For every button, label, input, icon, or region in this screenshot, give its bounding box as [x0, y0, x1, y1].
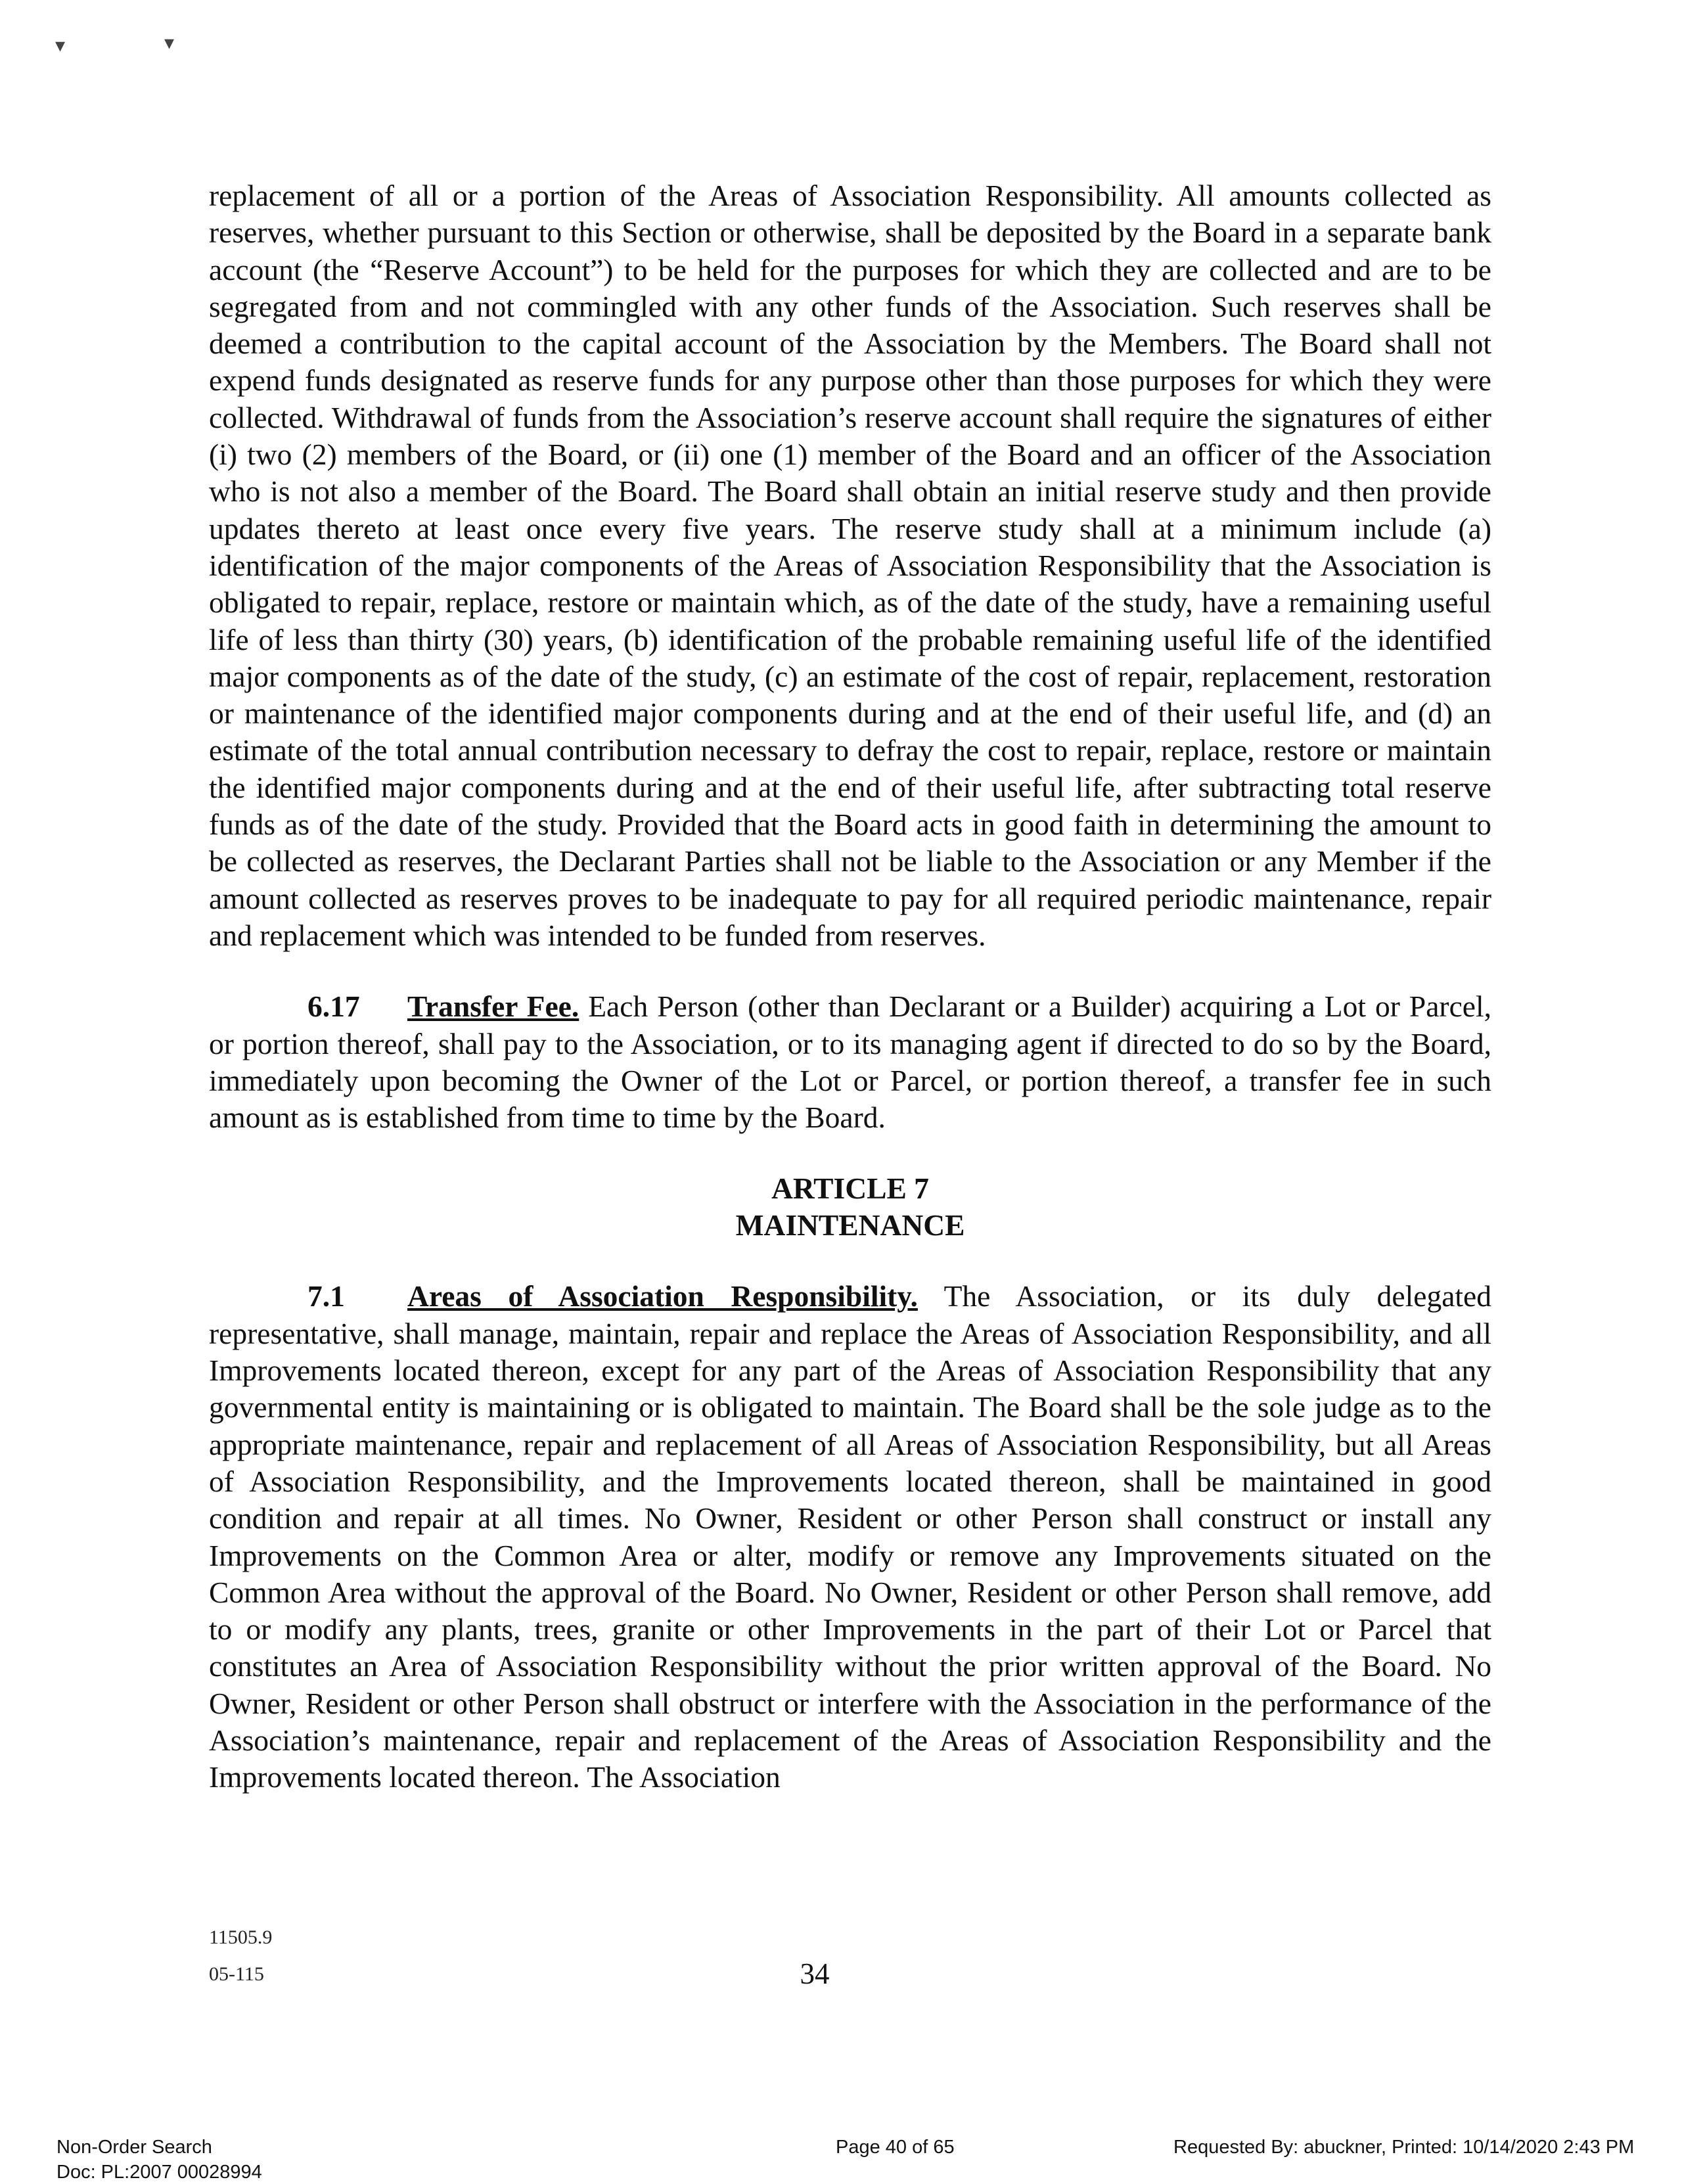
- scan-speck: ▾: [164, 32, 175, 54]
- document-code: 11505.9: [209, 1926, 273, 1948]
- article-heading: [209, 1170, 1491, 1244]
- search-type: Non-Order Search: [57, 2137, 212, 2158]
- section-7-1: [209, 1278, 1491, 1796]
- reserves-paragraph: replacement of all or a portion of the Areas of Association Responsibility. All amounts collected as reserves, whether pursuant to this Section or otherwise, shall be deposited by the Board in a separate bank account (the “Reserve Account”) to be held for the purposes for which they are collected and are to be segregated from and not commingled with any other funds of the Association. Such reserves shall be deemed a contribution to the capital account of the Association by the Members. The Board shall not expend funds designated as reserve funds for any purpose other than those purposes for which they were collected. Withdrawal of funds from the Association’s reserve account shall require the signatures of either (i) two (2) members of the Board, or (ii) one (1) member of the Board and an officer of the Association who is not also a member of the Board. The Board shall obtain an initial reserve study and then provide updates thereto at least once every five years. The reserve study shall at a minimum include (a) identification of the major components of the Areas of Association Responsibility that the Association is obligated to repair, replace, restore or maintain which, as of the date of the study, have a remaining useful life of less than thirty (30) years, (b) identification of the probable remaining useful life of the identified major components as of the date of the study, (c) an estimate of the cost of repair, replacement, restoration or maintenance of the identified major components during and at the end of their useful life, and (d) an estimate of the total annual contribution necessary to defray the cost to repair, replace, restore or maintain the identified major components during and at the end of their useful life, after subtracting total reserve funds as of the date of the study. Provided that the Board acts in good faith in determining the amount to be collected as reserves, the Declarant Parties shall not be liable to the Association or any Member if the amount collected as reserves proves to be inadequate to pay for all required periodic maintenance, repair and replacement which was intended to be funded from reserves.: [209, 179, 1491, 952]
- requested-by: Requested By: abuckner, Printed: 10/14/2020 2:43 PM: [1173, 2137, 1635, 2158]
- page-number: 34: [800, 1957, 830, 1990]
- article-label: ARTICLE 7: [771, 1172, 929, 1206]
- page-body: [209, 177, 1491, 1796]
- page-of-count: Page 40 of 65: [836, 2137, 955, 2158]
- section-6-17: [209, 988, 1491, 1136]
- section-title: Areas of Association Responsibility.: [407, 1279, 918, 1313]
- section-text: The Association, or its duly delegated representative, shall manage, maintain, repair and replace the Areas of Association Responsibility, and all Improvements located thereon, except for any part of the Areas of Association Responsibility that any governmental entity is maintaining or is obligated to maintain. The Board shall be the sole judge as to the appropriate maintenance, repair and replacement of all Areas of Association Responsibility, but all Areas of Association Responsibility, and the Improvements located thereon, shall be maintained in good condition and repair at all times. No Owner, Resident or other Person shall construct or install any Improvements on the Common Area or alter, modify or remove any Improvements situated on the Common Area without the approval of the Board. No Owner, Resident or other Person shall remove, add to or modify any plants, trees, granite or other Improvements in the part of their Lot or Parcel that constitutes an Area of Association Responsibility without the prior written approval of the Board. No Owner, Resident or other Person shall obstruct or interfere with the Association in the performance of the Association’s maintenance, repair and replacement of the Areas of Association Responsibility and the Improvements located thereon. The Association: [209, 1279, 1491, 1794]
- section-title: Transfer Fee.: [407, 990, 579, 1024]
- document-code: 05-115: [209, 1963, 264, 1985]
- scan-speck: ▾: [55, 35, 66, 57]
- section-text: Each Person (other than Declarant or a Builder) acquiring a Lot or Parcel, or portion thereof, shall pay to the Association, or to its managing agent if directed to do so by the Board, immediately upon becoming the Owner of the Lot or Parcel, or portion thereof, a transfer fee in such amount as is established from time to time by the Board.: [209, 990, 1491, 1135]
- section-number: 6.17: [307, 990, 360, 1024]
- section-number: 7.1: [307, 1279, 345, 1313]
- article-title: MAINTENANCE: [735, 1208, 965, 1242]
- doc-id: Doc: PL:2007 00028994: [57, 2162, 262, 2183]
